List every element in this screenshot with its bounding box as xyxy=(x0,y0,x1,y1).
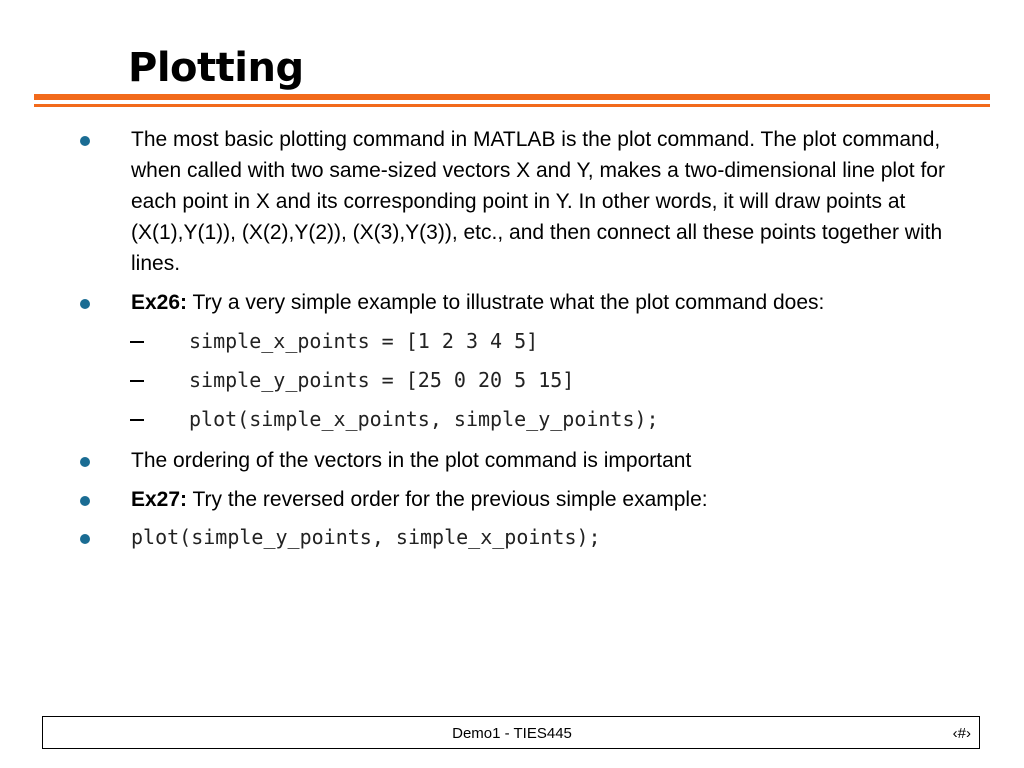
example-label: Ex26: xyxy=(131,291,188,314)
code-line: plot(simple_x_points, simple_y_points); xyxy=(189,407,659,431)
bullet-dot-icon xyxy=(80,457,90,467)
slide-title: Plotting xyxy=(128,45,304,91)
slide-footer xyxy=(42,716,980,749)
example-label: Ex27: xyxy=(131,488,188,511)
example-text: Try a very simple example to illustrate what the plot command does: xyxy=(187,291,825,314)
bullet-dot-icon xyxy=(80,299,90,309)
bullet-text: The ordering of the vectors in the plot command is important xyxy=(131,449,692,472)
dash-icon xyxy=(130,380,144,382)
dash-icon xyxy=(130,419,144,421)
title-divider-thick xyxy=(34,94,990,100)
code-line: plot(simple_y_points, simple_x_points); xyxy=(131,525,601,549)
bullet-text: The most basic plotting command in MATLAB is the plot command. The plot command, when called with two same-sized vectors X and Y, makes a two-dimensional line plot for each point in X and its corresponding point in Y. In other words, it will draw points at (X(1),Y(1)), (X(2),Y(2)), (X(3),Y(3)), etc., and then connect all these points together with lines. xyxy=(131,128,945,275)
bullet-text xyxy=(131,484,991,515)
code-line: simple_y_points = [25 0 20 5 15] xyxy=(189,368,575,392)
title-divider-thin xyxy=(34,104,990,107)
bullet-dot-icon xyxy=(80,496,90,506)
bullet-dot-icon xyxy=(80,534,90,544)
footer-title: Demo1 - TIES445 xyxy=(452,725,572,742)
bullet-dot-icon xyxy=(80,136,90,146)
slide-number: ‹#› xyxy=(952,725,971,742)
example-text: Try the reversed order for the previous simple example: xyxy=(187,488,708,511)
bullet-text xyxy=(131,287,991,318)
code-line: simple_x_points = [1 2 3 4 5] xyxy=(189,329,539,353)
dash-icon xyxy=(130,341,144,343)
